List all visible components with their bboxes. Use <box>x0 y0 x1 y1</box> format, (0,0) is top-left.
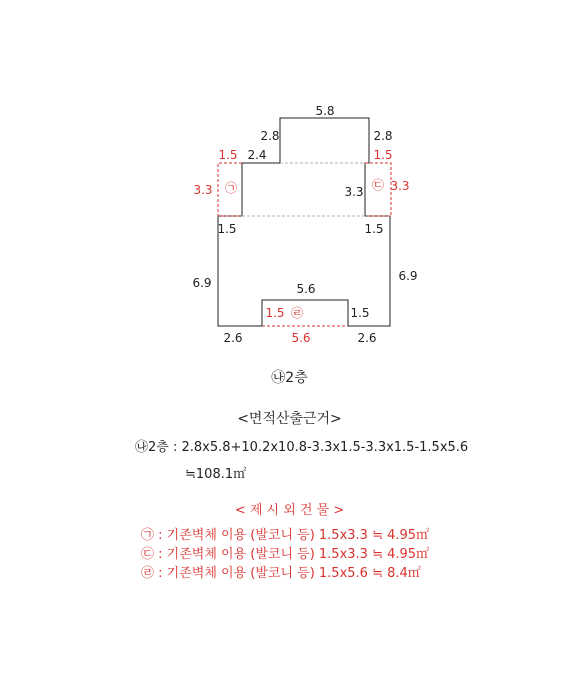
calc-result: ≒108.1㎡ <box>185 467 247 482</box>
dim-left-step: 2.4 <box>247 148 267 162</box>
dim-top-left-height: 2.8 <box>260 129 280 143</box>
annex-marker-c: ㉣ <box>290 306 304 320</box>
dim-left-mid-depth: 1.5 <box>217 222 237 236</box>
dim-right-balcony-height: 3.3 <box>390 179 410 193</box>
calc-heading: <면적산출근거> <box>237 411 342 427</box>
dim-right-balcony-depth: 1.5 <box>373 148 393 162</box>
annex-marker-a: ㉠ <box>224 181 238 195</box>
excluded-heading: < 제 시 외 건 물 > <box>234 503 345 518</box>
excluded-item-a: ㉠ : 기존벽체 이용 (발코니 등) 1.5x3.3 ≒ 4.95㎡ <box>141 528 430 543</box>
dim-notch-depth-right: 1.5 <box>350 306 370 320</box>
dim-notch-width: 5.6 <box>296 282 316 296</box>
dim-left-balcony-height: 3.3 <box>193 183 213 197</box>
calc-formula: ㉯2층 : 2.8x5.8+10.2x10.8-3.3x1.5-3.3x1.5-1.5x5.6 <box>135 440 469 455</box>
floor-label: ㉯2층 <box>271 370 308 386</box>
excluded-item-b: ㉢ : 기존벽체 이용 (발코니 등) 1.5x3.3 ≒ 4.95㎡ <box>141 547 430 562</box>
dim-top-width: 5.8 <box>315 104 335 118</box>
dim-left-balcony-depth: 1.5 <box>218 148 238 162</box>
dim-right-height: 6.9 <box>398 269 418 283</box>
dim-right-mid-depth: 1.5 <box>364 222 384 236</box>
dim-bottom-right: 2.6 <box>357 331 377 345</box>
dim-left-height: 6.9 <box>192 276 212 290</box>
dim-bottom-center: 5.6 <box>291 331 311 345</box>
dim-top-right-height: 2.8 <box>373 129 393 143</box>
dim-right-inner-height: 3.3 <box>344 185 364 199</box>
annex-marker-b: ㉢ <box>371 178 385 192</box>
excluded-item-c: ㉣ : 기존벽체 이용 (발코니 등) 1.5x5.6 ≒ 8.4㎡ <box>141 566 421 581</box>
dim-bottom-left: 2.6 <box>223 331 243 345</box>
dim-notch-depth-left: 1.5 <box>265 306 285 320</box>
